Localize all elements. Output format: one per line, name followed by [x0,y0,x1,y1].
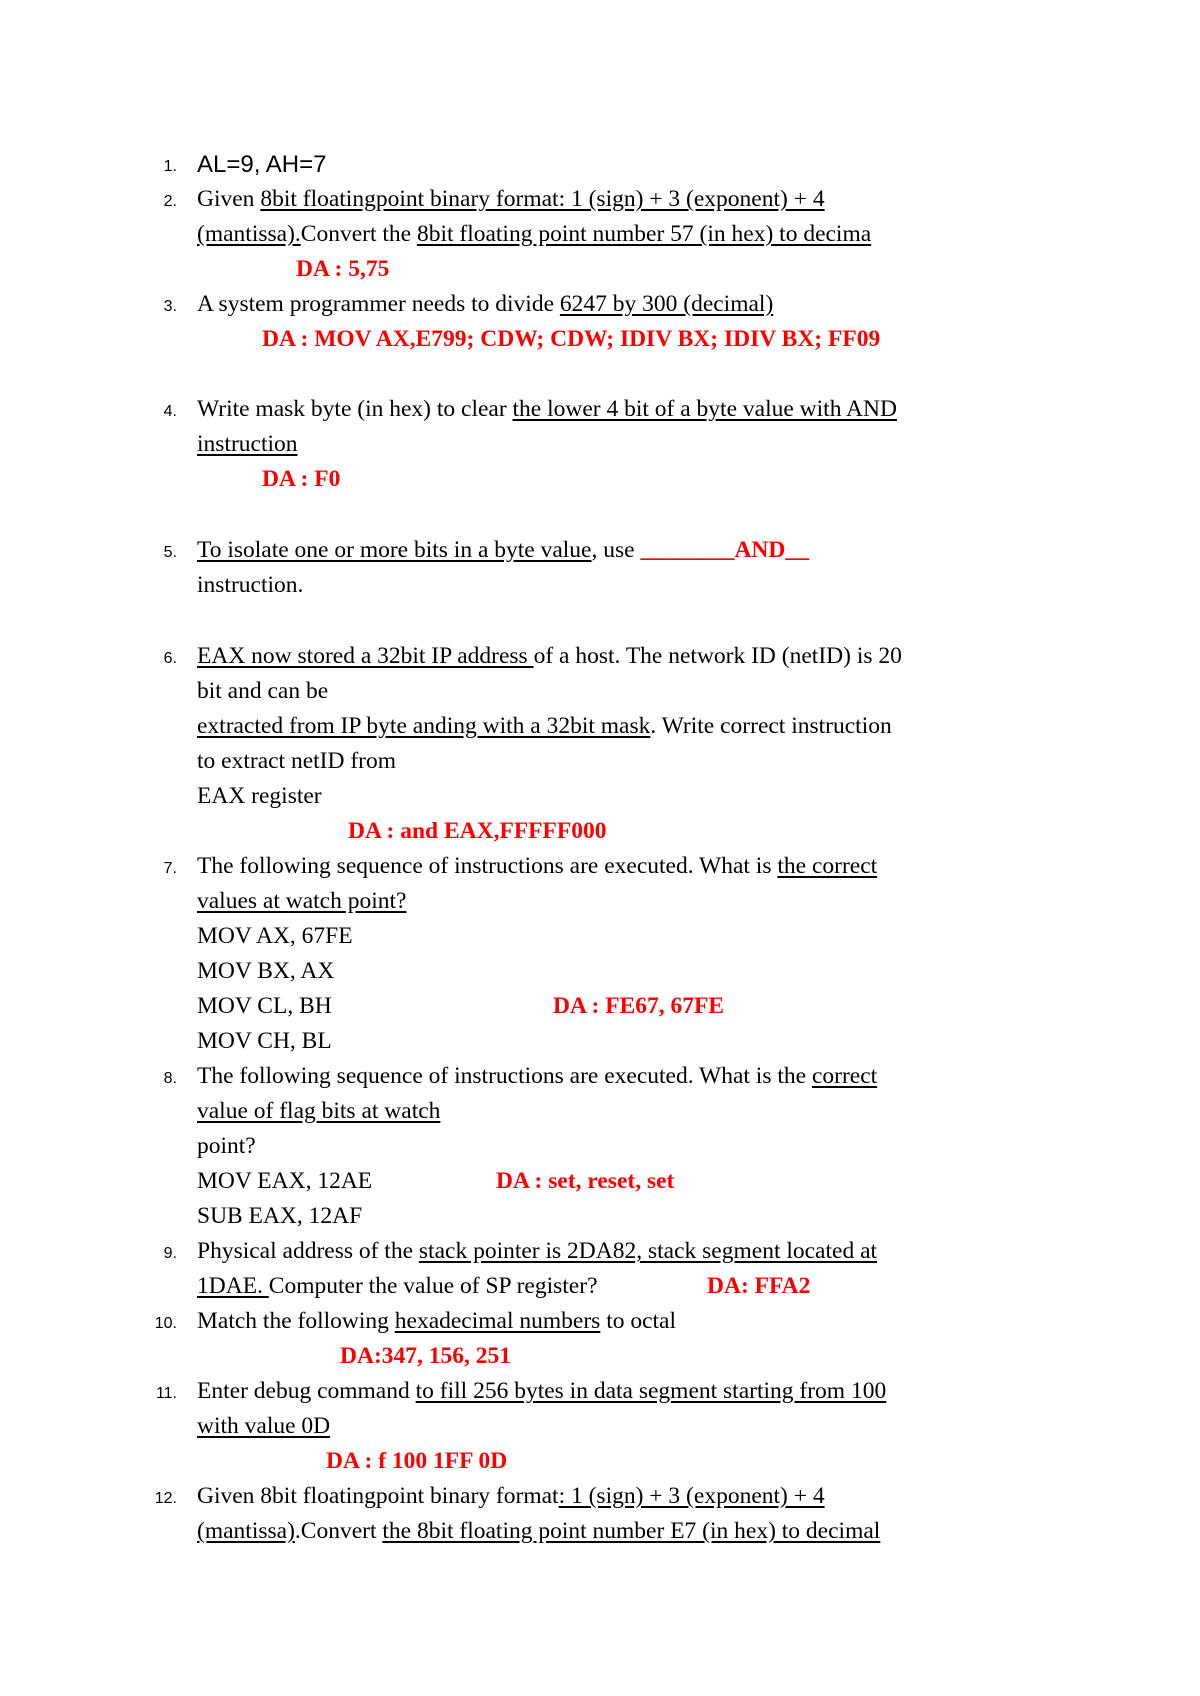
question-6-line-1: EAX now stored a 32bit IP address of a host. The network ID (netID) is 20 [197,643,902,669]
question-number: 11. [155,1385,177,1402]
question-3-answer: DA : MOV AX,E799; CDW; CDW; IDIV BX; IDIV BX; FF09 [262,326,881,352]
question-6-line-4: to extract netID from [197,748,397,774]
question-number: 3. [163,298,177,315]
question-11-line-1: Enter debug command to fill 256 bytes in data segment starting from 100 [197,1378,887,1404]
question-3-line-1: A system programmer needs to divide 6247 by 300 (decimal) [197,291,774,317]
question-6-line-2: bit and can be [197,678,329,704]
code-line: MOV BX, AX [197,958,335,984]
code-line: MOV EAX, 12AE [197,1168,373,1194]
question-number: 2. [163,193,177,210]
question-8-line-2: value of flag bits at watch [197,1098,441,1124]
question-10-line-1: Match the following hexadecimal numbers to octal [197,1308,677,1334]
question-number: 5. [163,544,177,561]
question-number: 4. [163,403,177,420]
question-6-line-5: EAX register [197,783,322,809]
question-11-line-2: with value 0D [197,1413,331,1439]
question-number: 10. [154,1315,177,1332]
question-5-answer: ________AND__ [640,537,809,563]
question-5-line-1: To isolate one or more bits in a byte value, use ________AND__ [197,537,809,563]
question-4-answer: DA : F0 [262,466,341,492]
question-2-answer: DA : 5,75 [296,256,390,282]
question-number: 9. [163,1245,177,1262]
question-12-line-2: (mantissa).Convert the 8bit floating point number E7 (in hex) to decimal [197,1518,881,1544]
question-number: 7. [163,860,177,877]
code-line: MOV CH, BL [197,1028,332,1054]
question-10-answer: DA:347, 156, 251 [340,1343,512,1369]
question-11-answer: DA : f 100 1FF 0D [326,1448,508,1474]
question-number: 12. [154,1490,177,1507]
question-4-line-2: instruction [197,431,298,457]
code-line: MOV CL, BH [197,993,332,1019]
question-4-line-1: Write mask byte (in hex) to clear the lower 4 bit of a byte value with AND [197,396,897,422]
question-number: 8. [163,1070,177,1087]
question-8-line-3: point? [197,1133,256,1159]
question-8-line-1: The following sequence of instructions are executed. What is the correct [197,1063,878,1089]
question-9-line-1: Physical address of the stack pointer is 2DA82, stack segment located at [197,1238,878,1264]
question-9-answer: DA: FFA2 [707,1273,811,1299]
question-5-line-2: instruction. [197,572,304,598]
question-number: 1. [163,158,177,175]
question-number: 6. [163,650,177,667]
question-2-line-1: Given 8bit floatingpoint binary format: 1 (sign) + 3 (exponent) + 4 [197,186,825,212]
question-6-answer: DA : and EAX,FFFFF000 [348,818,607,844]
question-2-line-2: (mantissa).Convert the 8bit floating point number 57 (in hex) to decima [197,221,872,247]
question-7-answer: DA : FE67, 67FE [553,993,725,1019]
question-7-line-1: The following sequence of instructions are executed. What is the correct [197,853,878,879]
question-6-line-3: extracted from IP byte anding with a 32bit mask. Write correct instruction [197,713,892,739]
question-8-answer: DA : set, reset, set [496,1168,675,1194]
question-1-text: AL=9, AH=7 [197,151,327,178]
question-12-line-1: Given 8bit floatingpoint binary format: 1 (sign) + 3 (exponent) + 4 [197,1483,825,1509]
question-9-line-2: 1DAE. Computer the value of SP register? [197,1273,598,1299]
code-line: MOV AX, 67FE [197,923,353,949]
code-line: SUB EAX, 12AF [197,1203,363,1229]
question-7-line-2: values at watch point? [197,888,407,914]
